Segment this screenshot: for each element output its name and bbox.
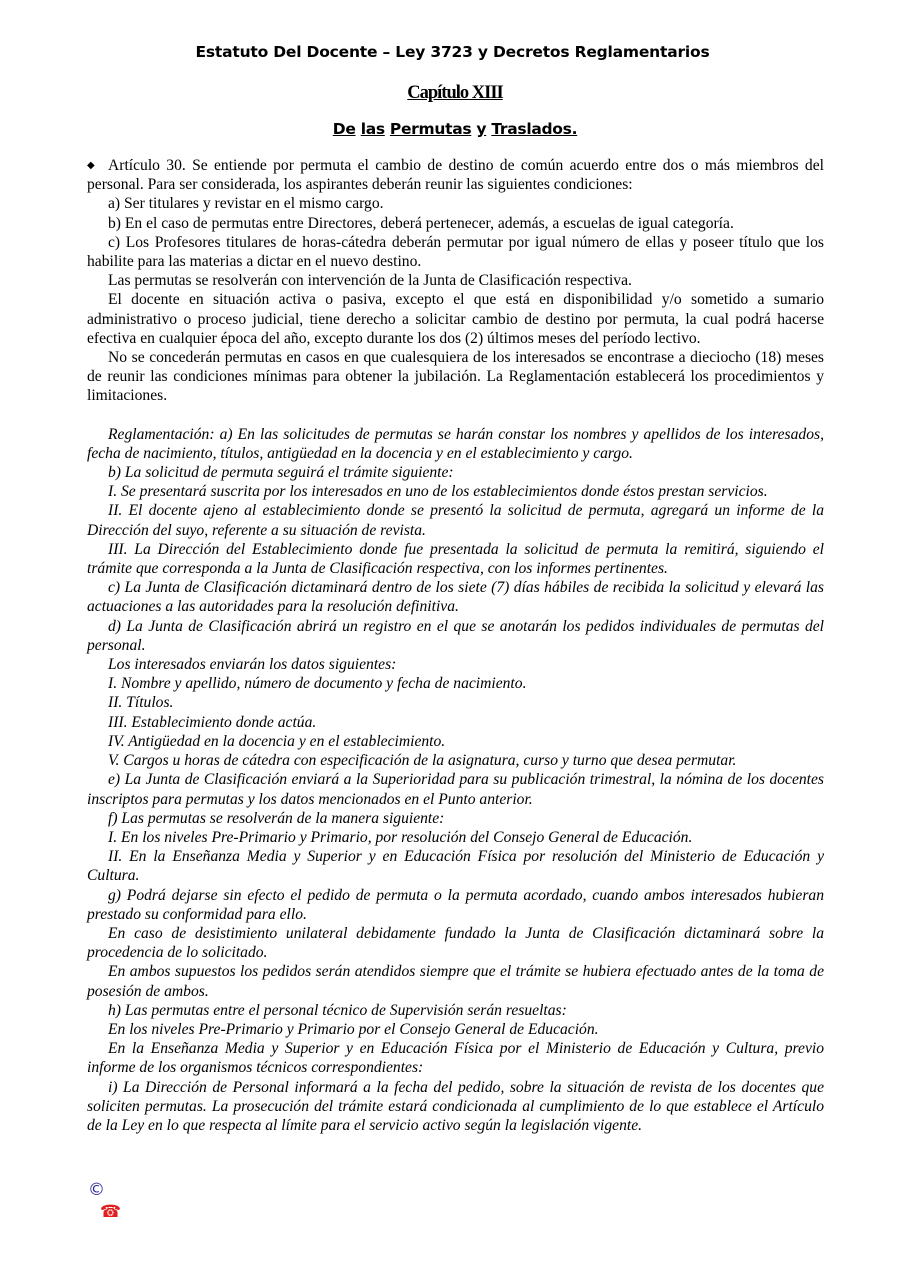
- article-paragraph: b) En el caso de permutas entre Directores, deberá pertenecer, además, a escuelas de igual categoría.: [108, 214, 734, 232]
- regulation-paragraph: En la Enseñanza Media y Superior y en Educación Física por el Ministerio de Educación y Cultura, previo informe de los organismos técnicos correspondientes:: [87, 1040, 824, 1077]
- document-header: Estatuto Del Docente – Ley 3723 y Decretos Reglamentarios: [195, 43, 710, 61]
- diamond-bullet-icon: ◆: [87, 160, 95, 171]
- regulation-paragraph: II. En la Enseñanza Media y Superior y en Educación Física por resolución del Ministerio de Educación y Cultura.: [87, 848, 824, 885]
- regulation-paragraph: I. En los niveles Pre-Primario y Primario, por resolución del Consejo General de Educación.: [108, 828, 693, 846]
- regulation-paragraph: III. Establecimiento donde actúa.: [108, 713, 317, 731]
- regulation-paragraph: d) La Junta de Clasificación abrirá un registro en el que se anotarán los pedidos individuales de permutas del personal.: [87, 617, 824, 654]
- regulation-paragraph: En ambos supuestos los pedidos serán atendidos siempre que el trámite se hubiera efectuado antes de la toma de posesión de ambos.: [87, 963, 824, 1000]
- section-word: Traslados.: [491, 120, 578, 138]
- regulation-paragraph: II. Títulos.: [108, 694, 174, 712]
- regulation-paragraph: II. El docente ajeno al establecimiento donde se presentó la solicitud de permuta, agregará un informe de la Dirección del suyo, referente a su situación de revista.: [87, 502, 824, 539]
- regulation-paragraph: I. Se presentará suscrita por los interesados en uno de los establecimientos donde éstos prestan servicios.: [108, 483, 768, 501]
- section-word: De: [332, 120, 356, 138]
- section-word: las: [360, 120, 385, 138]
- regulation-paragraph: En caso de desistimiento unilateral debidamente fundado la Junta de Clasificación dictaminará sobre la procedencia de lo solicitado.: [87, 924, 824, 962]
- regulation-paragraph: Reglamentación: a) En las solicitudes de permutas se harán constar los nombres y apellidos de los interesados, fecha de nacimiento, títulos, antigüedad en la docencia y en el establecimiento y cargo.: [87, 425, 824, 462]
- paragraph-spacer: [87, 406, 824, 425]
- regulation-paragraph: h) Las permutas entre el personal técnico de Supervisión serán resueltas:: [108, 1001, 567, 1019]
- chapter-title: Capítulo XIII: [407, 83, 503, 103]
- regulation-paragraph: b) La solicitud de permuta seguirá el trámite siguiente:: [108, 464, 454, 482]
- article-paragraph: [87, 156, 824, 194]
- section-title: [0, 120, 905, 138]
- regulation-paragraph: i) La Dirección de Personal informará a la fecha del pedido, sobre la situación de revista de los docentes que soliciten permutas. La prosecución del trámite estará condicionada al cumplimiento de lo que establece el Artículo de la Ley en lo que respecta al límite para el servicio activo según la legislación vigente.: [87, 1078, 824, 1134]
- regulation-paragraph: c) La Junta de Clasificación dictaminará dentro de los siete (7) días hábiles de recibida la solicitud y elevará las actuaciones a las autoridades para la resolución definitiva.: [87, 579, 824, 616]
- regulation-paragraph: En los niveles Pre-Primario y Primario por el Consejo General de Educación.: [108, 1020, 599, 1038]
- regulation-paragraph: IV. Antigüedad en la docencia y en el establecimiento.: [108, 732, 446, 750]
- article-paragraph: c) Los Profesores titulares de horas-cátedra deberán permutar por igual número de ellas y poseer título que los habilite para las materias a dictar en el nuevo destino.: [87, 233, 824, 271]
- section-word: y: [476, 120, 487, 138]
- document-body: [87, 156, 824, 1135]
- article-paragraph: No se concederán permutas en casos en que cualesquiera de los interesados se encontrase a dieciocho (18) meses de reunir las condiciones mínimas para obtener la jubilación. La Reglamentación establecerá los procedimientos y limitaciones.: [87, 349, 824, 405]
- phone-icon: ☎: [100, 1202, 122, 1222]
- article-paragraph: Las permutas se resolverán con intervención de la Junta de Clasificación respectiva.: [108, 272, 632, 290]
- copyright-icon: ©: [88, 1180, 105, 1200]
- regulation-paragraph: Los interesados enviarán los datos siguientes:: [108, 656, 397, 674]
- regulation-paragraph: f) Las permutas se resolverán de la manera siguiente:: [108, 809, 445, 827]
- article-text: Artículo 30. Se entiende por permuta el cambio de destino de común acuerdo entre dos o más miembros del personal. Para ser considerada, los aspirantes deberán reunir las siguientes condiciones:: [87, 157, 824, 194]
- regulation-paragraph: III. La Dirección del Establecimiento donde fue presentada la solicitud de permuta la remitirá, siguiendo el trámite que corresponda a la Junta de Clasificación respectiva, con los informes pertinentes.: [87, 540, 824, 578]
- regulation-paragraph: g) Podrá dejarse sin efecto el pedido de permuta o la permuta acordado, cuando ambos interesados hubieran prestado su conformidad para ello.: [87, 886, 824, 923]
- section-word: Permutas: [389, 120, 472, 138]
- article-paragraph: El docente en situación activa o pasiva, excepto el que está en disponibilidad y/o sometido a sumario administrativo o proceso judicial, tiene derecho a solicitar cambio de destino por permuta, la cual podrá hacerse efectiva en cualquier época del año, excepto durante los dos (2) últimos meses del período lectivo.: [87, 291, 824, 347]
- article-paragraph: a) Ser titulares y revistar en el mismo cargo.: [108, 195, 384, 213]
- regulation-paragraph: V. Cargos u horas de cátedra con especificación de la asignatura, curso y turno que desea permutar.: [108, 752, 737, 770]
- regulation-paragraph: e) La Junta de Clasificación enviará a la Superioridad para su publicación trimestral, la nómina de los docentes inscriptos para permutas y los datos mencionados en el Punto anterior.: [87, 771, 824, 808]
- regulation-paragraph: I. Nombre y apellido, número de documento y fecha de nacimiento.: [108, 675, 527, 693]
